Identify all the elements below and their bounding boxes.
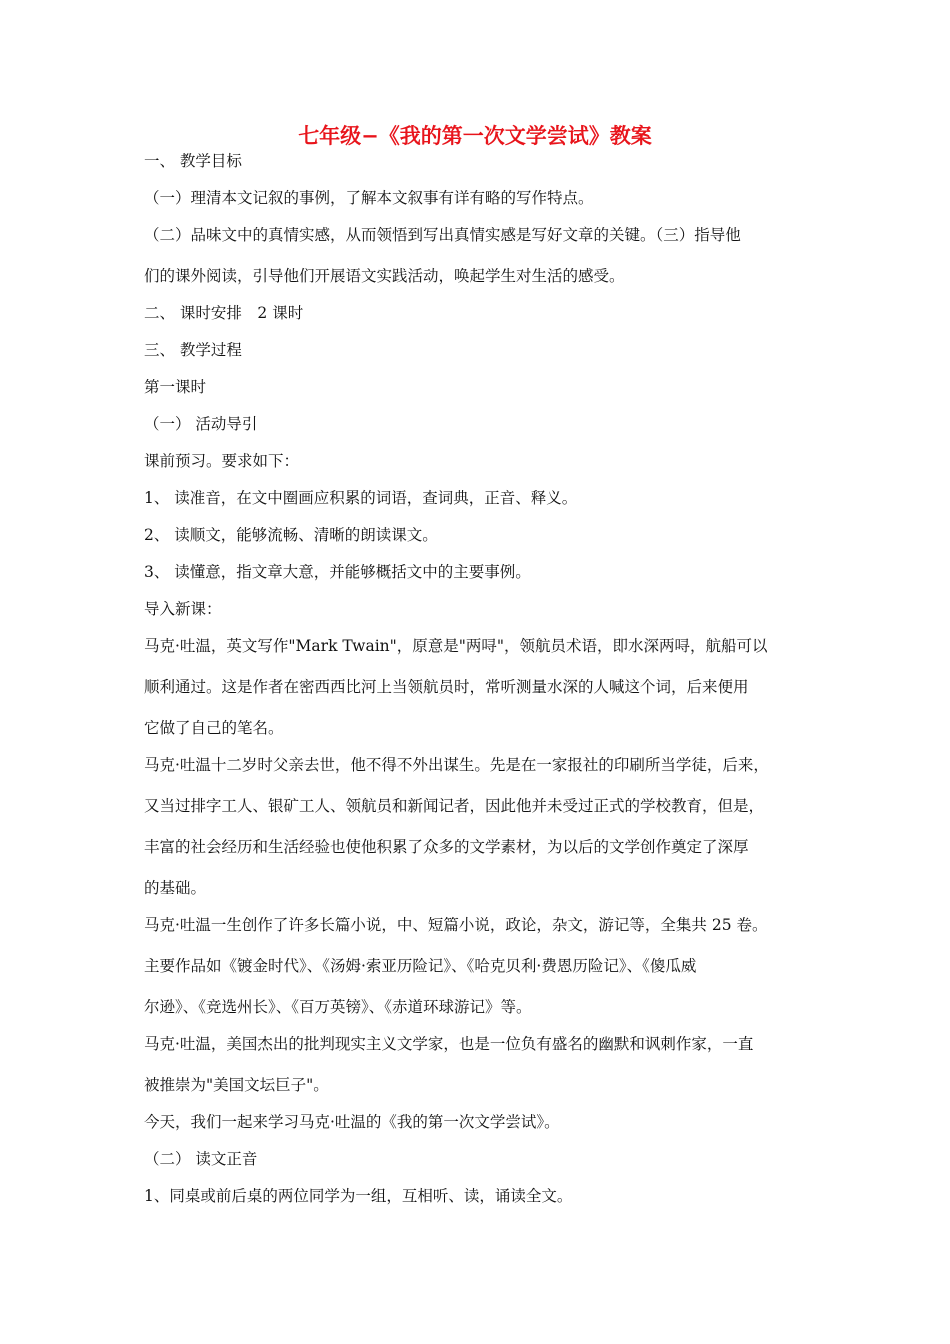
paragraph-line: 课前预习。要求如下： bbox=[144, 452, 300, 470]
list-item: 1、 读准音，在文中圈画应积累的词语，查词典，正音、释义。 bbox=[144, 489, 578, 507]
paragraph-line: 马克·吐温一生创作了许多长篇小说，中、短篇小说，政论，杂文，游记等，全集共 25 卷。 bbox=[144, 916, 768, 934]
paragraph-line: 们的课外阅读，引导他们开展语文实践活动，唤起学生对生活的感受。 bbox=[144, 267, 625, 285]
paragraph-line: 又当过排字工人、银矿工人、领航员和新闻记者，因此他并未受过正式的学校教育，但是， bbox=[144, 797, 765, 815]
paragraph-line: （二）品味文中的真情实感，从而领悟到写出真情实感是写好文章的关键。（三）指导他 bbox=[144, 226, 741, 244]
paragraph-line: 马克·吐温，美国杰出的批判现实主义文学家，也是一位负有盛名的幽默和讽刺作家，一直 bbox=[144, 1035, 754, 1053]
paragraph-line: 被推崇为"美国文坛巨子"。 bbox=[144, 1076, 329, 1094]
section-heading: 二、 课时安排 2 课时 bbox=[144, 304, 304, 322]
subsection-heading: 导入新课： bbox=[144, 600, 222, 618]
section-heading: 一、 教学目标 bbox=[144, 152, 242, 170]
paragraph-line: 尔逊》、《竞选州长》、《百万英镑》、《赤道环球游记》等。 bbox=[144, 998, 532, 1016]
paragraph-line: 它做了自己的笔名。 bbox=[144, 719, 284, 737]
list-item: 3、 读懂意，指文章大意，并能够概括文中的主要事例。 bbox=[144, 563, 531, 581]
paragraph-line: 的基础。 bbox=[144, 879, 207, 897]
section-heading: 三、 教学过程 bbox=[144, 341, 242, 359]
list-item: 2、 读顺文，能够流畅、清晰的朗读课文。 bbox=[144, 526, 438, 544]
paragraph-line: 丰富的社会经历和生活经验也使他积累了众多的文学素材，为以后的文学创作奠定了深厚 bbox=[144, 838, 749, 856]
paragraph-line: 马克·吐温，英文写作"Mark Twain"，原意是"两㖊"，领航员术语，即水深两㖊，航船可以 bbox=[144, 637, 768, 655]
document-body bbox=[144, 150, 816, 1207]
list-item: 1、同桌或前后桌的两位同学为一组，互相听、读，诵读全文。 bbox=[144, 1187, 573, 1205]
subsection-heading: （一） 活动导引 bbox=[144, 415, 258, 433]
document-title: 七年级−《我的第一次文学尝试》教案 bbox=[298, 123, 652, 148]
paragraph-line: （一）理清本文记叙的事例，了解本文叙事有详有略的写作特点。 bbox=[144, 189, 594, 207]
subsection-heading: （二） 读文正音 bbox=[144, 1150, 258, 1168]
paragraph-line: 顺利通过。这是作者在密西西比河上当领航员时，常听测量水深的人喊这个词，后来便用 bbox=[144, 678, 749, 696]
paragraph-line: 今天，我们一起来学习马克·吐温的《我的第一次文学尝试》。 bbox=[144, 1113, 560, 1131]
paragraph-line: 马克·吐温十二岁时父亲去世，他不得不外出谋生。先是在一家报社的印刷所当学徒，后来， bbox=[144, 756, 769, 774]
subsection-heading: 第一课时 bbox=[144, 378, 207, 396]
paragraph-line: 主要作品如《镀金时代》、《汤姆·索亚历险记》、《哈克贝利·费恩历险记》、《傻瓜威 bbox=[144, 957, 697, 975]
